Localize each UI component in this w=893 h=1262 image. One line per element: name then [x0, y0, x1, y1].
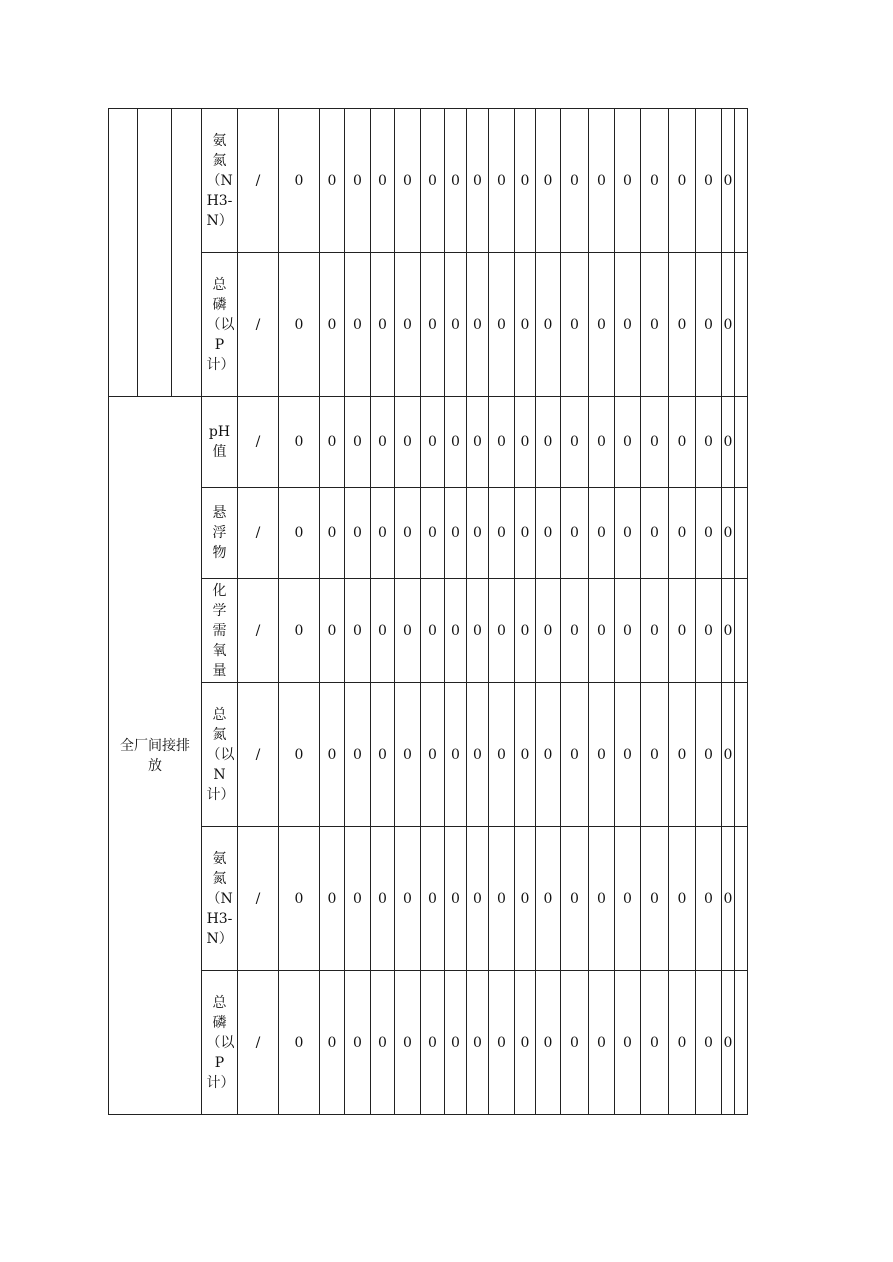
value-cell: 0: [536, 683, 561, 827]
value-cell: 0: [320, 683, 345, 827]
pollutant-name-cell: [202, 253, 238, 397]
value-cell: 0: [589, 579, 615, 683]
value-cell: 0: [345, 683, 371, 827]
value-cell: 0: [536, 971, 561, 1115]
value-cell: 0: [279, 109, 320, 253]
value-cell: 0: [467, 683, 489, 827]
value-cell: 0: [641, 971, 669, 1115]
value-cell: 0: [589, 253, 615, 397]
value-cell: 0: [722, 109, 735, 253]
pollutant-name: 总氮（以N计）: [206, 706, 235, 803]
value-cell: 0: [421, 253, 445, 397]
value-cell: 0: [345, 971, 371, 1115]
pollutant-name-cell: [202, 109, 238, 253]
limit-cell: /: [238, 827, 279, 971]
limit-cell: /: [238, 488, 279, 579]
limit-cell: /: [238, 109, 279, 253]
value-cell: 0: [371, 827, 395, 971]
empty-end-cell: [735, 971, 748, 1115]
value-cell: 0: [489, 683, 515, 827]
pollutant-name-cell: [202, 488, 238, 579]
value-cell: 0: [320, 397, 345, 488]
pollutant-name: 悬浮物: [212, 505, 227, 561]
pollutant-name-cell: [202, 683, 238, 827]
value-cell: 0: [561, 253, 589, 397]
value-cell: 0: [515, 109, 536, 253]
limit-cell: /: [238, 397, 279, 488]
table-row: [109, 109, 748, 253]
value-cell: 0: [395, 253, 421, 397]
value-cell: 0: [722, 488, 735, 579]
value-cell: 0: [669, 683, 696, 827]
value-cell: 0: [279, 827, 320, 971]
value-cell: 0: [589, 683, 615, 827]
empty-end-cell: [735, 397, 748, 488]
value-cell: 0: [467, 579, 489, 683]
value-cell: 0: [445, 488, 467, 579]
empty-end-cell: [735, 488, 748, 579]
pollutant-name-cell: [202, 971, 238, 1115]
value-cell: 0: [320, 579, 345, 683]
value-cell: 0: [641, 109, 669, 253]
value-cell: 0: [395, 827, 421, 971]
value-cell: 0: [371, 109, 395, 253]
blank-cell: [172, 109, 202, 397]
limit-cell: /: [238, 579, 279, 683]
value-cell: 0: [561, 109, 589, 253]
value-cell: 0: [421, 397, 445, 488]
blank-cell: [109, 109, 138, 397]
value-cell: 0: [445, 397, 467, 488]
value-cell: 0: [515, 683, 536, 827]
value-cell: 0: [395, 683, 421, 827]
pollutant-name: 总磷（以P计）: [206, 994, 235, 1091]
value-cell: 0: [589, 971, 615, 1115]
limit-cell: /: [238, 971, 279, 1115]
value-cell: 0: [371, 397, 395, 488]
value-cell: 0: [467, 827, 489, 971]
value-cell: 0: [641, 827, 669, 971]
value-cell: 0: [421, 827, 445, 971]
pollutant-name: pH值: [208, 424, 231, 460]
pollutant-name: 氨氮（NH3-N）: [206, 850, 233, 947]
value-cell: 0: [489, 488, 515, 579]
value-cell: 0: [615, 488, 641, 579]
value-cell: 0: [615, 109, 641, 253]
table-row: [109, 683, 748, 827]
value-cell: 0: [445, 827, 467, 971]
value-cell: 0: [395, 397, 421, 488]
value-cell: 0: [536, 579, 561, 683]
value-cell: 0: [421, 109, 445, 253]
table-row: [109, 488, 748, 579]
table-row: [109, 397, 748, 488]
section-label-cell: [109, 397, 202, 1115]
value-cell: 0: [345, 109, 371, 253]
value-cell: 0: [345, 488, 371, 579]
pollutant-name-cell: [202, 827, 238, 971]
value-cell: 0: [467, 488, 489, 579]
value-cell: 0: [445, 253, 467, 397]
value-cell: 0: [489, 579, 515, 683]
value-cell: 0: [279, 488, 320, 579]
value-cell: 0: [515, 488, 536, 579]
value-cell: 0: [279, 397, 320, 488]
table-row: [109, 253, 748, 397]
value-cell: 0: [722, 579, 735, 683]
value-cell: 0: [615, 397, 641, 488]
value-cell: 0: [669, 109, 696, 253]
value-cell: 0: [395, 971, 421, 1115]
value-cell: 0: [467, 253, 489, 397]
value-cell: 0: [641, 579, 669, 683]
value-cell: 0: [320, 253, 345, 397]
value-cell: 0: [696, 579, 722, 683]
value-cell: 0: [696, 683, 722, 827]
value-cell: 0: [696, 253, 722, 397]
value-cell: 0: [615, 253, 641, 397]
value-cell: 0: [722, 827, 735, 971]
value-cell: 0: [561, 488, 589, 579]
value-cell: 0: [320, 827, 345, 971]
pollutant-name: 总磷（以P计）: [206, 276, 235, 373]
value-cell: 0: [536, 397, 561, 488]
value-cell: 0: [445, 971, 467, 1115]
value-cell: 0: [279, 971, 320, 1115]
value-cell: 0: [445, 683, 467, 827]
pollutant-name: 化学需氧量: [212, 582, 227, 679]
value-cell: 0: [669, 827, 696, 971]
value-cell: 0: [489, 397, 515, 488]
value-cell: 0: [467, 397, 489, 488]
value-cell: 0: [345, 397, 371, 488]
value-cell: 0: [421, 579, 445, 683]
table-body: [109, 109, 748, 1115]
value-cell: 0: [421, 971, 445, 1115]
value-cell: 0: [489, 253, 515, 397]
value-cell: 0: [615, 579, 641, 683]
value-cell: 0: [589, 109, 615, 253]
value-cell: 0: [722, 397, 735, 488]
empty-end-cell: [735, 579, 748, 683]
value-cell: 0: [467, 109, 489, 253]
table-row: [109, 971, 748, 1115]
value-cell: 0: [696, 109, 722, 253]
value-cell: 0: [696, 827, 722, 971]
pollutant-name-cell: [202, 397, 238, 488]
value-cell: 0: [722, 683, 735, 827]
value-cell: 0: [589, 827, 615, 971]
value-cell: 0: [515, 827, 536, 971]
value-cell: 0: [615, 827, 641, 971]
value-cell: 0: [395, 109, 421, 253]
value-cell: 0: [696, 397, 722, 488]
pollutant-name-cell: [202, 579, 238, 683]
value-cell: 0: [371, 253, 395, 397]
value-cell: 0: [489, 971, 515, 1115]
limit-cell: /: [238, 253, 279, 397]
value-cell: 0: [536, 827, 561, 971]
value-cell: 0: [536, 253, 561, 397]
value-cell: 0: [467, 971, 489, 1115]
value-cell: 0: [489, 827, 515, 971]
value-cell: 0: [641, 397, 669, 488]
value-cell: 0: [561, 397, 589, 488]
value-cell: 0: [696, 488, 722, 579]
value-cell: 0: [589, 488, 615, 579]
value-cell: 0: [722, 971, 735, 1115]
value-cell: 0: [320, 109, 345, 253]
value-cell: 0: [279, 683, 320, 827]
value-cell: 0: [320, 488, 345, 579]
empty-end-cell: [735, 683, 748, 827]
value-cell: 0: [641, 253, 669, 397]
empty-end-cell: [735, 253, 748, 397]
limit-cell: /: [238, 683, 279, 827]
value-cell: 0: [696, 971, 722, 1115]
value-cell: 0: [489, 109, 515, 253]
value-cell: 0: [445, 579, 467, 683]
value-cell: 0: [371, 971, 395, 1115]
value-cell: 0: [641, 488, 669, 579]
table-row: [109, 827, 748, 971]
emissions-table: [108, 108, 748, 1115]
section-label: 全厂间接排放: [120, 737, 190, 774]
blank-cell: [138, 109, 172, 397]
value-cell: 0: [345, 253, 371, 397]
value-cell: 0: [722, 253, 735, 397]
empty-end-cell: [735, 827, 748, 971]
value-cell: 0: [561, 579, 589, 683]
pollutant-name: 氨氮（NH3-N）: [206, 132, 233, 229]
value-cell: 0: [345, 579, 371, 683]
value-cell: 0: [421, 683, 445, 827]
empty-end-cell: [735, 109, 748, 253]
value-cell: 0: [279, 253, 320, 397]
value-cell: 0: [536, 109, 561, 253]
value-cell: 0: [395, 579, 421, 683]
table-row: [109, 579, 748, 683]
value-cell: 0: [669, 253, 696, 397]
value-cell: 0: [669, 971, 696, 1115]
value-cell: 0: [445, 109, 467, 253]
value-cell: 0: [320, 971, 345, 1115]
value-cell: 0: [515, 253, 536, 397]
value-cell: 0: [561, 971, 589, 1115]
value-cell: 0: [371, 579, 395, 683]
value-cell: 0: [669, 488, 696, 579]
value-cell: 0: [641, 683, 669, 827]
value-cell: 0: [536, 488, 561, 579]
value-cell: 0: [515, 397, 536, 488]
value-cell: 0: [345, 827, 371, 971]
value-cell: 0: [279, 579, 320, 683]
value-cell: 0: [669, 579, 696, 683]
value-cell: 0: [561, 827, 589, 971]
value-cell: 0: [615, 971, 641, 1115]
value-cell: 0: [395, 488, 421, 579]
value-cell: 0: [561, 683, 589, 827]
value-cell: 0: [515, 971, 536, 1115]
value-cell: 0: [371, 488, 395, 579]
value-cell: 0: [589, 397, 615, 488]
value-cell: 0: [371, 683, 395, 827]
value-cell: 0: [615, 683, 641, 827]
value-cell: 0: [669, 397, 696, 488]
value-cell: 0: [421, 488, 445, 579]
value-cell: 0: [515, 579, 536, 683]
